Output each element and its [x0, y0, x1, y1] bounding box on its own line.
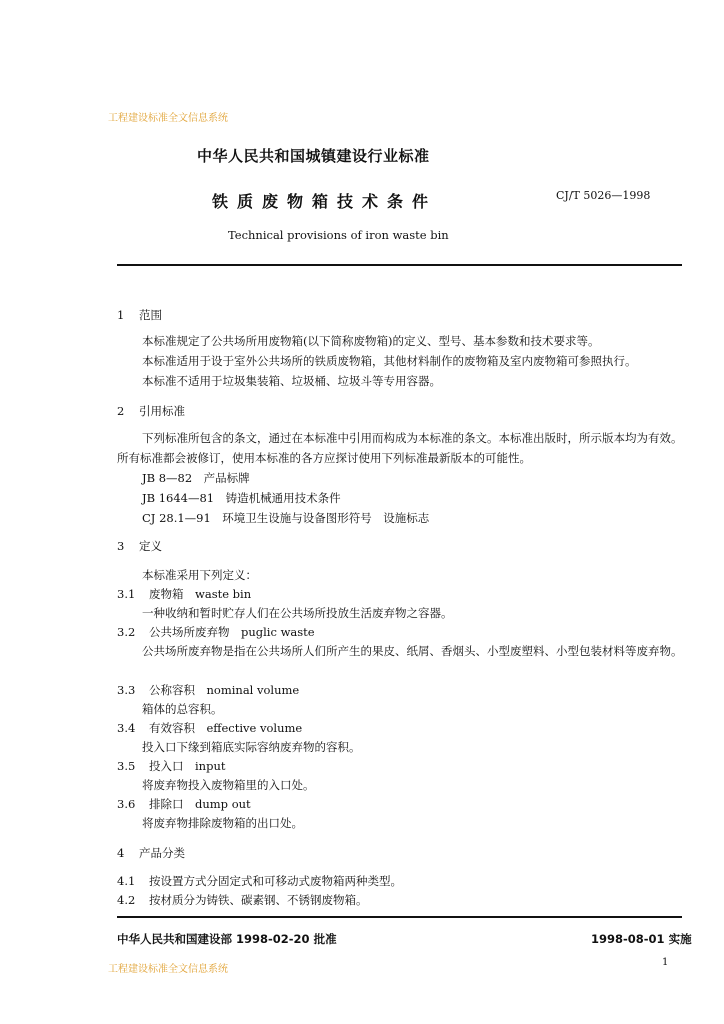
footer-rule [117, 916, 682, 918]
section-title: 引用标准 [139, 404, 185, 418]
classification-4-2: 4.2 按材质分为铸铁、碳素钢、不锈钢废物箱。 [117, 893, 368, 907]
reference-3: CJ 28.1—91 环境卫生设施与设备图形符号 设施标志 [142, 511, 430, 525]
section-1-line-3: 本标准不适用于垃圾集装箱、垃圾桶、垃圾斗等专用容器。 [142, 374, 441, 388]
reference-1: JB 8—82 产品标牌 [142, 471, 250, 485]
page-number: 1 [662, 957, 669, 968]
definition-3-3-term: 3.3 公称容积 nominal volume [117, 683, 300, 697]
section-number: 3 [117, 539, 125, 553]
definition-3-4-term: 3.4 有效容积 effective volume [117, 721, 303, 735]
approval-line: 中华人民共和国建设部 1998-02-20 批准 [117, 932, 337, 946]
section-2-paragraph: 下列标准所包含的条文，通过在本标准中引用而构成为本标准的条文。本标准出版时，所示版本均为有效。所有标准都会被修订，使用本标准的各方应探讨使用下列标准最新版本的可能性。 [117, 431, 683, 465]
definition-3-2-term: 3.2 公共场所废弃物 puglic waste [117, 625, 315, 639]
section-2-heading [117, 403, 185, 419]
section-number: 4 [117, 846, 125, 860]
watermark-top: 工程建设标准全文信息系统 [108, 113, 228, 124]
standard-code: CJ/T 5026—1998 [556, 189, 651, 202]
document-title: 铁质废物箱技术条件 [212, 192, 438, 211]
section-1-line-2: 本标准适用于设于室外公共场所的铁质废物箱，其他材料制作的废物箱及室内废物箱可参照执行。 [142, 354, 637, 368]
definition-3-3-text: 箱体的总容积。 [142, 702, 223, 716]
watermark-bottom: 工程建设标准全文信息系统 [108, 964, 228, 975]
definition-3-2-text: 公共场所废弃物是指在公共场所人们所产生的果皮、纸屑、香烟头、小型废塑料、小型包装材料等废弃物。 [142, 644, 683, 658]
definition-3-1-text: 一种收纳和暂时贮存人们在公共场所投放生活废弃物之容器。 [142, 606, 453, 620]
classification-4-1: 4.1 按设置方式分固定式和可移动式废物箱两种类型。 [117, 874, 402, 888]
definition-3-6-text: 将废弃物排除废物箱的出口处。 [142, 816, 303, 830]
section-3-intro: 本标准采用下列定义： [142, 568, 257, 582]
section-4-heading [117, 845, 185, 861]
implementation-date: 1998-08-01 实施 [591, 932, 692, 946]
definition-3-4-text: 投入口下缘到箱底实际容纳废弃物的容积。 [142, 740, 361, 754]
section-title: 产品分类 [139, 846, 185, 860]
definition-3-5-text: 将废弃物投入废物箱里的入口处。 [142, 778, 315, 792]
standard-name: 中华人民共和国城镇建设行业标准 [197, 147, 430, 165]
section-1-line-1: 本标准规定了公共场所用废物箱(以下简称废物箱)的定义、型号、基本参数和技术要求等。 [142, 334, 600, 348]
section-title: 定义 [139, 539, 162, 553]
section-1-heading [117, 307, 162, 323]
section-number: 2 [117, 404, 125, 418]
section-number: 1 [117, 308, 125, 322]
reference-2: JB 1644—81 铸造机械通用技术条件 [142, 491, 341, 505]
definition-3-1-term: 3.1 废物箱 waste bin [117, 587, 252, 601]
header-rule [117, 264, 682, 266]
section-title: 范围 [139, 308, 162, 322]
section-3-heading [117, 538, 162, 554]
definition-3-5-term: 3.5 投入口 input [117, 759, 226, 773]
english-title: Technical provisions of iron waste bin [228, 228, 449, 242]
definition-3-6-term: 3.6 排除口 dump out [117, 797, 251, 811]
